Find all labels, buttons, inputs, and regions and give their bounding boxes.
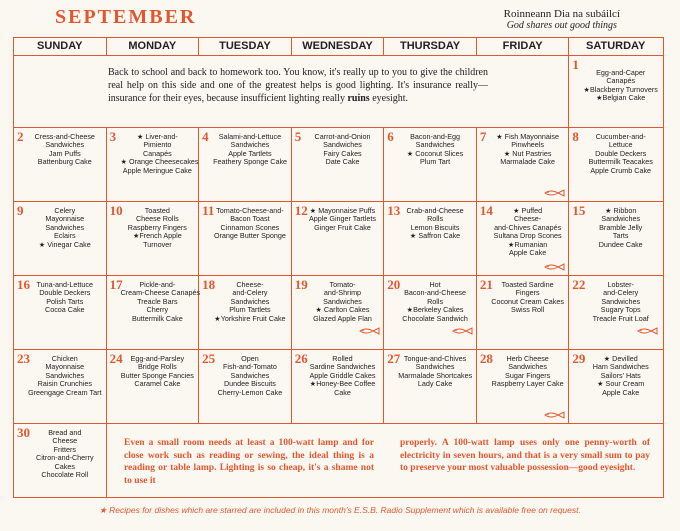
- menu-item: Cheese Rolls: [135, 214, 179, 224]
- menu-item: ★Berkeley Cakes: [406, 305, 464, 315]
- menu-item: Apple Meringue Cake: [122, 165, 192, 175]
- menu-item: Apple Griddle Cakes: [309, 370, 376, 380]
- lighting-tip-right: properly. A 100-watt lamp uses only one penny-worth of electricity in seven hours, and that is a very small sum to pay to preserve your most valuable possession—good eyesight.: [400, 438, 650, 473]
- day-number: 7: [479, 129, 487, 144]
- menu-item: Cress-and-Cheese: [34, 132, 95, 141]
- menu-items: [121, 355, 195, 389]
- menu-item: ★ Nut Pastries: [503, 148, 552, 158]
- menu-item: Sandwiches: [415, 140, 455, 150]
- menu-item: Carrot-and-Onion: [314, 132, 371, 141]
- menu-item: Greengage Cream Tart: [28, 387, 102, 397]
- menu-item: Marmalade Cake: [500, 157, 555, 167]
- menu-item: ★ Mayonnaise Puffs: [309, 206, 376, 215]
- weekday-header-monday: MONDAY: [107, 38, 200, 55]
- menu-item: Lobster-: [607, 280, 634, 289]
- menu-item: ★ Fish Mayonnaise: [496, 132, 560, 141]
- menu-item: Cake: [334, 387, 351, 397]
- menu-items: [28, 355, 102, 397]
- menu-item: Salami-and-Lettuce: [218, 132, 282, 141]
- footnote: ★ Recipes for dishes which are starred are included in this month's E.S.B. Radio Supplement which is available free on request.: [99, 505, 581, 515]
- menu-item: and-Shrimp: [323, 288, 362, 298]
- menu-items: [398, 281, 472, 323]
- menu-item: ★Yorkshire Fruit Cake: [214, 313, 286, 323]
- menu-item: Cocoa Cake: [45, 305, 85, 315]
- menu-item: Battenburg Cake: [37, 157, 92, 167]
- day-cell-18: [199, 275, 292, 349]
- day-number: 8: [572, 129, 579, 144]
- day-cell-27: [384, 349, 477, 423]
- month-title: SEPTEMBER: [55, 6, 197, 28]
- day-number: 30: [17, 425, 30, 440]
- menu-item: Toasted Sardine: [501, 280, 554, 289]
- menu-item: Sandwiches: [508, 362, 547, 372]
- day-number: 22: [572, 277, 586, 292]
- menu-item: ★Blackberry Turnovers: [583, 84, 658, 94]
- day-cell-21: [477, 275, 570, 349]
- menu-item: Cakes: [54, 461, 75, 471]
- menu-item: Double Deckers: [595, 148, 647, 158]
- menu-items: [28, 133, 102, 167]
- menu-item: Herb Cheese: [506, 354, 549, 363]
- menu-item: Cheese-: [514, 214, 542, 224]
- fish-icon: [358, 327, 380, 335]
- menu-item: ★ Orange Cheesecakes: [120, 157, 199, 167]
- menu-item: ★ Carlton Cakes: [315, 305, 370, 315]
- calendar-grid: [13, 37, 664, 498]
- menu-item: Buttermilk Teacakes: [588, 157, 653, 167]
- day-cell-23: [14, 349, 107, 423]
- menu-items: [398, 207, 472, 241]
- menu-items: [491, 355, 565, 389]
- menu-item: Canapés: [142, 148, 172, 158]
- day-cell-5: [292, 127, 385, 201]
- menu-item: Hot: [429, 280, 441, 289]
- menu-item: Cream-Cheese Canapés: [120, 288, 201, 298]
- menu-item: Sandwiches: [45, 140, 85, 150]
- menu-item: Raspberry Fingers: [127, 222, 187, 232]
- menu-item: Lemon Biscuits: [410, 222, 460, 232]
- day-number: 23: [17, 351, 30, 366]
- menu-item: Cinnamon Scones: [220, 222, 280, 232]
- menu-item: Pimiento: [143, 140, 172, 150]
- menu-item: ★Belgian Cake: [596, 93, 646, 103]
- menu-item: Sandwiches: [601, 214, 641, 224]
- menu-item: Chocolate Roll: [41, 470, 89, 480]
- menu-item: Apple Cake: [602, 387, 640, 397]
- menu-item: Sandwiches: [323, 296, 362, 306]
- menu-item: Turnover: [143, 239, 172, 249]
- menu-item: Lettuce: [608, 140, 633, 150]
- day-cell-26: [292, 349, 385, 423]
- weekday-header-wednesday: WEDNESDAY: [292, 38, 385, 55]
- menu-item: Lady Cake: [417, 379, 453, 389]
- menu-item: and-Chives Canapés: [494, 222, 562, 232]
- menu-item: Sultana Drop Scones: [493, 231, 562, 241]
- menu-item: Bramble Jelly: [599, 222, 643, 232]
- menu-items: [120, 132, 199, 175]
- menu-item: Canapés: [606, 76, 636, 86]
- fish-icon: [451, 327, 473, 335]
- menu-item: Tomato-Cheese-and-: [216, 206, 284, 215]
- menu-items: [213, 355, 287, 397]
- menu-item: Sugar Fingers: [505, 370, 551, 380]
- menu-item: Butter Sponge Fancies: [120, 370, 194, 380]
- menu-items: [583, 69, 658, 103]
- menu-item: Jam Puffs: [48, 148, 81, 158]
- day-cell-8: [569, 127, 662, 201]
- day-cell-4: [199, 127, 292, 201]
- day-number: 16: [17, 277, 30, 292]
- day-number: 24: [109, 351, 123, 366]
- menu-items: [491, 281, 565, 315]
- menu-item: Dundee Biscuits: [223, 379, 276, 389]
- day-cell-20: [384, 275, 477, 349]
- menu-item: ★ Liver-and-: [136, 132, 178, 141]
- menu-item: Bread and: [48, 428, 82, 437]
- menu-item: Dundee Cake: [598, 239, 643, 249]
- menu-item: Bacon Toast: [230, 214, 270, 224]
- menu-items: [213, 207, 287, 241]
- menu-item: Apple Crumb Cake: [590, 165, 652, 175]
- menu-items: [213, 133, 287, 167]
- menu-item: Egg-and-Parsley: [130, 354, 185, 363]
- day-cell-10: [107, 201, 200, 275]
- day-cell-22: [569, 275, 662, 349]
- menu-item: Glazed Apple Flan: [313, 313, 372, 323]
- menu-item: ★Rumanian: [508, 239, 548, 249]
- day-number: 17: [109, 277, 123, 292]
- menu-item: Fingers: [515, 288, 540, 298]
- menu-items: [121, 207, 195, 249]
- irish-motto: Roinneann Dia na subáilcí: [503, 8, 620, 20]
- menu-items: [583, 355, 658, 397]
- menu-items: [306, 207, 380, 232]
- menu-item: Marmalade Shortcakes: [398, 370, 473, 380]
- motto: [504, 8, 620, 32]
- day-number: 12: [294, 203, 308, 218]
- menu-item: Orange Butter Sponge: [213, 231, 286, 241]
- menu-items: [28, 207, 102, 249]
- menu-item: Tuna-and-Lettuce: [36, 280, 94, 289]
- row-divider: [14, 55, 663, 56]
- day-number: 15: [572, 203, 586, 218]
- menu-items: [306, 133, 380, 167]
- menu-item: Sailors' Hats: [600, 370, 641, 380]
- menu-item: Toasted: [144, 206, 170, 215]
- weekday-header-saturday: SATURDAY: [586, 40, 646, 52]
- menu-item: Coconut Cream Cakes: [491, 296, 564, 306]
- menu-item: Cherry-Lemon Cake: [217, 387, 283, 397]
- day-cell-3: [107, 127, 200, 201]
- menu-item: Eclairs: [53, 231, 76, 241]
- day-number: 6: [387, 129, 394, 144]
- menu-item: and-Celery: [603, 288, 639, 298]
- menu-items: [583, 281, 658, 323]
- menu-item: Bacon-and-Egg: [410, 132, 461, 141]
- menu-item: Buttermilk Cake: [131, 313, 183, 323]
- day-number: 13: [387, 203, 401, 218]
- menu-item: Cheese: [52, 436, 78, 446]
- lighting-tip-left: Even a small room needs at least a 100-watt lamp and for close work such as reading or sewing, the ideal thing is a reading or table lamp. Lighting is so cheap, it's a shame not to use it: [124, 438, 374, 486]
- menu-item: Bridge Rolls: [137, 362, 177, 372]
- menu-items: [213, 281, 287, 323]
- menu-item: ★French Apple: [132, 231, 182, 241]
- menu-item: Sandwiches: [45, 370, 85, 380]
- day-cell-9: [14, 201, 107, 275]
- day-number: 25: [202, 351, 216, 366]
- day-cell-13: [384, 201, 477, 275]
- menu-item: Tongue-and-Chives: [403, 354, 467, 363]
- column-divider: [568, 55, 569, 127]
- menu-item: Open: [241, 354, 259, 363]
- menu-item: Apple Cake: [509, 248, 547, 258]
- menu-item: Plum Tartlets: [229, 305, 271, 315]
- menu-item: Sandwiches: [230, 370, 270, 380]
- day-number: 28: [479, 351, 493, 366]
- menu-item: ★ Vinegar Cake: [38, 239, 91, 249]
- day-number: 1: [572, 57, 579, 72]
- menu-item: Egg-and-Caper: [596, 68, 646, 77]
- menu-item: Mayonnaise: [45, 362, 85, 372]
- menu-item: ★ Ribbon: [605, 206, 637, 215]
- menu-item: Pickle-and-: [139, 280, 176, 289]
- menu-item: Sandwiches: [230, 296, 270, 306]
- day-cell-6: [384, 127, 477, 201]
- menu-item: Mayonnaise: [45, 214, 85, 224]
- fish-icon: [543, 411, 565, 419]
- menu-item: ★ Saffron Cake: [409, 231, 461, 241]
- menu-item: Cheese-: [236, 280, 264, 289]
- day-number: 29: [572, 351, 586, 366]
- day-number: 4: [202, 129, 209, 144]
- menu-item: Fritters: [53, 444, 76, 454]
- day-cell-17: [107, 275, 200, 349]
- day-cell-15: [569, 201, 662, 275]
- day-number: 27: [387, 351, 401, 366]
- weekday-header-thursday: THURSDAY: [384, 38, 477, 55]
- day-cell-16: [14, 275, 107, 349]
- day-number: 14: [479, 203, 493, 218]
- day-cell-11: [199, 201, 292, 275]
- day-number: 2: [17, 129, 24, 144]
- day-number: 26: [294, 351, 308, 366]
- menu-items: [398, 355, 472, 389]
- menu-item: Caramel Cake: [134, 379, 181, 389]
- menu-item: Double Deckers: [39, 288, 91, 298]
- menu-items: [491, 207, 565, 257]
- day-number: 9: [17, 203, 24, 218]
- menu-item: Fish-and-Tomato: [222, 362, 277, 372]
- day-number: 21: [479, 277, 493, 292]
- menu-item: Sandwiches: [323, 140, 362, 150]
- menu-items: [398, 133, 472, 167]
- menu-item: Plum Tart: [419, 157, 451, 167]
- day-cell-29: [569, 349, 662, 423]
- day-number: 20: [387, 277, 401, 292]
- menu-item: ★Honey-Bee Coffee: [309, 379, 376, 389]
- day-cell-12: [292, 201, 385, 275]
- menu-item: Sardine Sandwiches: [309, 362, 376, 372]
- day-cell-19: [292, 275, 385, 349]
- menu-item: Crab-and-Cheese: [406, 206, 464, 215]
- menu-items: [583, 133, 658, 175]
- menu-item: Feathery Sponge Cake: [213, 157, 288, 167]
- menu-item: Chocolate Sandwich: [402, 313, 468, 323]
- menu-item: Rolls: [427, 214, 444, 224]
- menu-item: Sandwiches: [230, 140, 270, 150]
- menu-item: Raspberry Layer Cake: [491, 379, 564, 389]
- menu-item: Sandwiches: [45, 222, 85, 232]
- menu-item: Chicken: [51, 354, 78, 363]
- menu-items: [28, 429, 102, 479]
- day-number: 19: [294, 277, 308, 292]
- menu-item: Sugary Tops: [600, 305, 641, 315]
- menu-item: Apple Ginger Tartlets: [308, 214, 376, 224]
- menu-item: Tomato-: [329, 280, 356, 289]
- fish-icon: [543, 263, 565, 271]
- row-divider: [14, 423, 663, 424]
- menu-item: Raisin Crunchies: [37, 379, 92, 389]
- menu-item: Treacle Fruit Loaf: [592, 313, 649, 323]
- menu-item: ★ Sour Cream: [597, 379, 645, 389]
- menu-item: ★ Puffed: [513, 206, 543, 215]
- menu-items: [306, 355, 380, 397]
- english-motto: God shares out good things: [506, 20, 617, 31]
- menu-item: Apple Tartlets: [228, 148, 272, 158]
- weekday-header-friday: FRIDAY: [477, 38, 570, 55]
- menu-item: Celery: [54, 206, 76, 215]
- day-cell-24: [107, 349, 200, 423]
- weekday-header-tuesday: TUESDAY: [199, 38, 292, 55]
- menu-items: [306, 281, 380, 323]
- day-cell-1: [569, 55, 662, 127]
- intro-text: Back to school and back to homework too. You know, it's really up to you to give the children real help on this side and one of the greatest helps is good lighting. It's insurance really—insurance for their eyes, because insufficient lighting really ruins eyesight.: [108, 67, 488, 104]
- menu-item: ★ Devilled: [603, 354, 638, 363]
- menu-item: Treacle Bars: [137, 296, 178, 306]
- menu-item: and-Celery: [232, 288, 268, 298]
- menu-item: Swiss Roll: [511, 305, 545, 315]
- menu-items: [583, 207, 658, 249]
- menu-item: Rolls: [427, 296, 444, 306]
- menu-item: Ham Sandwiches: [592, 362, 649, 372]
- menu-items: [120, 280, 201, 323]
- menu-item: Pinwheels: [511, 140, 544, 150]
- fish-icon: [543, 189, 565, 197]
- day-cell-2: [14, 127, 107, 201]
- menu-item: Cherry: [146, 305, 169, 315]
- menu-item: Ginger Fruit Cake: [314, 222, 371, 232]
- day-number: 18: [202, 277, 216, 292]
- menu-item: ★ Coconut Slices: [406, 148, 464, 158]
- menu-item: Cucumber-and-: [595, 132, 646, 141]
- weekday-header-sunday: SUNDAY: [14, 38, 107, 55]
- day-number: 11: [202, 203, 215, 218]
- menu-item: Sandwiches: [601, 296, 641, 306]
- day-cell-25: [199, 349, 292, 423]
- day-number: 3: [109, 129, 117, 144]
- menu-item: Bacon-and-Cheese: [404, 288, 467, 298]
- menu-item: Fairy Cakes: [323, 148, 362, 158]
- menu-item: Rolled: [332, 354, 353, 363]
- day-cell-30: [14, 423, 107, 497]
- menu-item: Citron-and-Cherry: [36, 453, 94, 463]
- day-number: 5: [294, 129, 302, 144]
- menu-items: [491, 133, 565, 167]
- day-number: 10: [109, 203, 123, 218]
- fish-icon: [636, 327, 658, 335]
- menu-item: Tarts: [612, 231, 629, 241]
- menu-item: Sandwiches: [415, 362, 455, 372]
- menu-item: Date Cake: [325, 157, 360, 167]
- menu-item: Polish Tarts: [46, 296, 84, 306]
- menu-items: [28, 281, 102, 315]
